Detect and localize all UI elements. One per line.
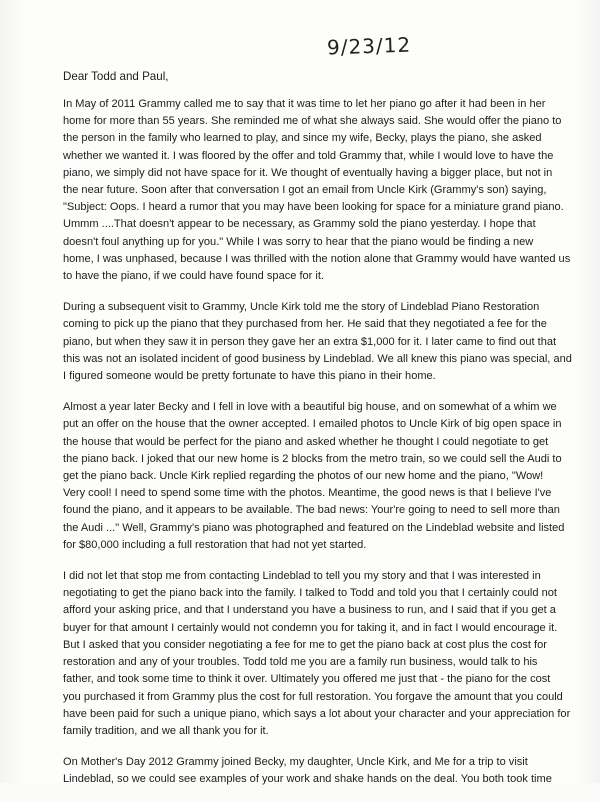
text-line: "Subject: Oops. I heard a rumor that you may have been looking for space for a miniature grand piano. <box>63 201 564 214</box>
text-line: But I asked that you consider negotiating a fee for me to get the piano back at cost plus the cost for <box>63 638 547 651</box>
text-line: the piano back. I joked that our new home is 2 blocks from the metro train, so we could sell the Audi to <box>63 452 562 465</box>
text-line: put an offer on the house that the owner accepted. I emailed photos to Uncle Kirk of big open space in <box>63 418 562 431</box>
text-line: found the piano, and it appears to be available. The bad news: Your're going to need to sell more than <box>63 504 560 517</box>
text-line: the near future. Soon after that conversation I got an email from Uncle Kirk (Grammy's son) saying, <box>63 184 547 197</box>
text-line: home for more than 55 years. She reminded me of what she always said. She would offer the piano to <box>63 115 562 128</box>
text-line: the Audi ..." Well, Grammy's piano was photographed and featured on the Lindeblad website and listed <box>63 521 565 534</box>
text-line: negotiating to get the piano back into the family. I talked to Todd and told you that I certainly could not <box>63 587 557 600</box>
text-line: family tradition, and we all thank you for it. <box>63 724 269 737</box>
handwritten-date: 9/23/12 <box>326 32 412 60</box>
text-line: have been paid for such a unique piano, which says a lot about your character and your appreciation for <box>63 707 571 720</box>
text-line: piano, but when they saw it in person they gave her an extra $1,000 for it. I later came to find out that <box>63 335 557 348</box>
text-line: to have the piano, if we could have found space for it. <box>63 270 324 283</box>
text-line: get the piano back. Uncle Kirk replied regarding the photos of our new home and the piano, "Wow! <box>63 470 544 483</box>
text-line: I did not let that stop me from contacting Lindeblad to tell you my story and that I was interested in <box>63 570 541 583</box>
text-line: the person in the family who learned to play, and since my wife, Becky, plays the piano, she asked <box>63 132 542 145</box>
paragraph-1 <box>63 96 578 285</box>
text-line: the house that would be perfect for the piano and asked whether he thought I could negotiate to get <box>63 435 549 448</box>
paragraph-2 <box>63 299 578 385</box>
letter-body <box>63 96 578 803</box>
salutation: Dear Todd and Paul, <box>63 70 169 83</box>
text-line: coming to pick up the piano that they purchased from her. He said that they negotiated a fee for the <box>63 318 547 331</box>
text-line: In May of 2011 Grammy called me to say that it was time to let her piano go after it had been in her <box>63 98 546 110</box>
text-line: doesn't foul anything up for you." While I was sorry to hear that the piano would be finding a new <box>63 235 534 248</box>
text-line: whether we wanted it. I was floored by the offer and told Grammy that, while I would love to have the <box>63 149 554 162</box>
text-line: home, I was unphased, because I was thrilled with the notion alone that Grammy would have wanted us <box>63 252 571 265</box>
text-line: Lindeblad, so we could see examples of your work and shake hands on the deal. You both took time <box>63 773 552 786</box>
text-line: restoration and any of your troubles. Todd told me you are a family run business, would talk to his <box>63 656 538 669</box>
text-line: Very cool! I need to spend some time with the photos. Meantime, the good news is that I believe I've <box>63 487 552 500</box>
text-line: afford your asking price, and that I understand you have a business to run, and I said that if you get a <box>63 604 556 617</box>
text-line: you purchased it from Grammy plus the cost for full restoration. You forgave the amount that you could <box>63 690 563 703</box>
paragraph-5 <box>63 754 578 788</box>
paragraph-4 <box>63 568 578 740</box>
text-line: father, and took some time to think it over. Ultimately you offered me just that - the piano for the cost <box>63 673 551 686</box>
text-line: Ummm ....That doesn't appear to be necessary, as Grammy sold the piano yesterday. I hope that <box>63 218 536 231</box>
text-line: for $80,000 including a full restoration that had not yet started. <box>63 538 367 551</box>
text-line: piano, we simply did not have space for it. We thought of eventually having a bigger place, but not in <box>63 166 553 179</box>
text-line: During a subsequent visit to Grammy, Uncle Kirk told me the story of Lindeblad Piano Restoration <box>63 301 540 314</box>
text-line: Almost a year later Becky and I fell in love with a beautiful big house, and on somewhat of a whim we <box>63 401 557 414</box>
paragraph-3 <box>63 399 578 554</box>
text-line: buyer for that amount I certainly would not condemn you for taking it, and in fact I would encourage it. <box>63 621 558 634</box>
text-line: this was not an isolated incident of good business by Lindeblad. We all knew this piano was special, and <box>63 352 572 365</box>
text-line: I figured someone would be pretty fortunate to have this piano in their home. <box>63 370 436 383</box>
text-line: On Mother's Day 2012 Grammy joined Becky, my daughter, Uncle Kirk, and Me for a trip to visit <box>63 756 528 769</box>
